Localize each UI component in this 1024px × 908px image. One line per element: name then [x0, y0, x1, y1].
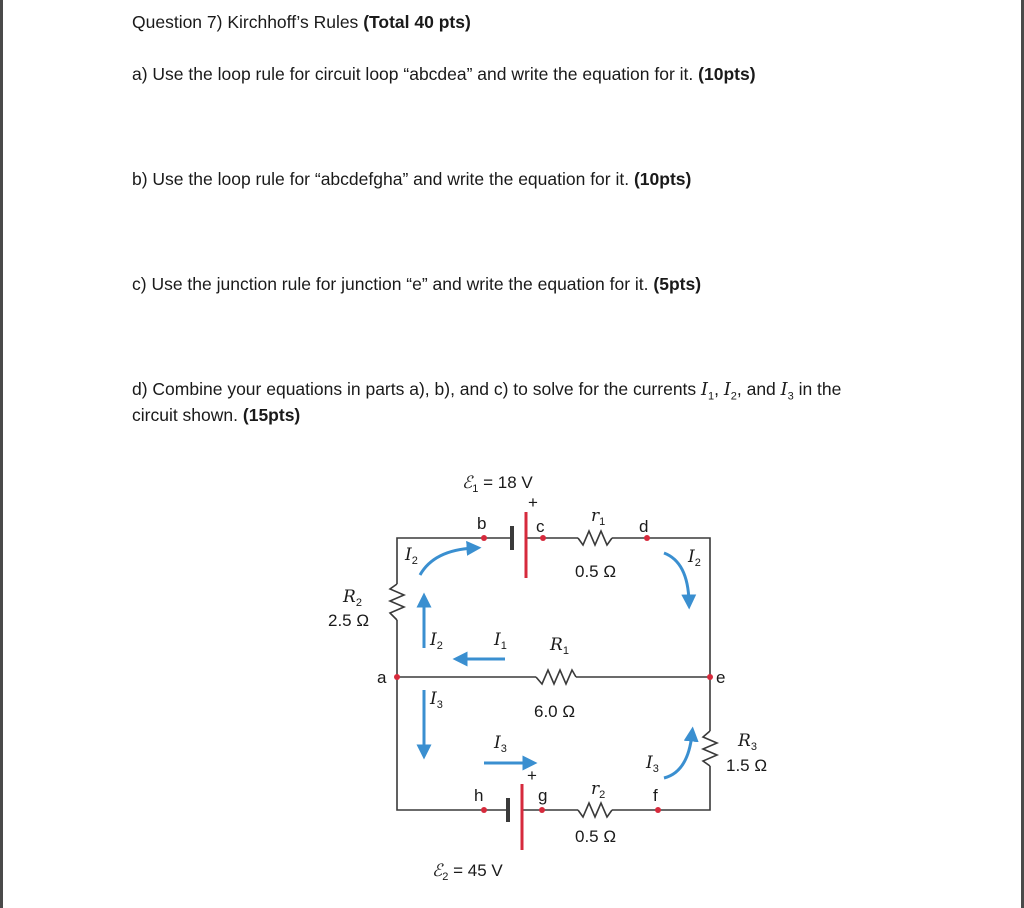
current-I1-var: I	[701, 380, 708, 400]
battery1-plus: +	[528, 493, 538, 512]
node-f-dot	[655, 807, 661, 813]
node-f: f	[653, 786, 658, 805]
arrow-I3-right-up	[664, 734, 692, 778]
part-d-line2-text: circuit shown.	[132, 405, 239, 425]
r1-value: 0.5 Ω	[575, 562, 617, 581]
part-b-text: b) Use the loop rule for “abcdefgha” and write the equation for it.	[132, 169, 630, 189]
node-a: a	[377, 668, 387, 687]
node-b-dot	[481, 535, 487, 541]
part-a-text: a) Use the loop rule for circuit loop “abcdea” and write the equation for it.	[132, 64, 694, 84]
r2-label: $r_2$	[591, 779, 606, 801]
I2-label-top-right: $I_2$	[688, 547, 701, 569]
current-I1-sub: 1	[707, 390, 715, 403]
I1-label: $I_1$	[494, 630, 507, 652]
sep-2: , and	[736, 379, 781, 399]
part-b-points: (10pts)	[633, 169, 692, 189]
emf2-label: ℰ$_2$ = 45 V	[432, 861, 503, 883]
node-e-dot	[707, 674, 713, 680]
battery2-plus: +	[527, 766, 537, 785]
current-I2-sub: 2	[730, 390, 737, 403]
part-d-text-end: in the	[793, 379, 842, 399]
node-g: g	[538, 786, 548, 805]
resistor-R3	[703, 731, 717, 766]
I3-label-bottom: $I_3$	[494, 733, 507, 755]
R3-label: $R_3$	[738, 731, 757, 753]
current-I2-var: I	[723, 380, 731, 400]
I3-label-left: $I_3$	[430, 689, 443, 711]
r1-label: $r_1$	[591, 506, 606, 528]
current-I3-var: I	[780, 380, 788, 400]
R1-label: $R_1$	[550, 635, 569, 657]
node-d: d	[639, 517, 649, 536]
I3-label-right: $I_3$	[646, 753, 659, 775]
part-c-text: c) Use the junction rule for junction “e” and write the equation for it.	[132, 274, 649, 294]
question-title-text: Question 7) Kirchhoff’s Rules	[132, 12, 359, 32]
part-d-points: (15pts)	[242, 405, 301, 425]
arrow-I2-top-right	[664, 553, 689, 602]
r2-value: 0.5 Ω	[575, 827, 617, 846]
R2-label: $R_2$	[343, 587, 362, 609]
resistor-r2	[578, 803, 612, 817]
resistor-r1	[578, 531, 612, 545]
part-d-text: d) Combine your equations in parts a), b), and c) to solve for the currents	[132, 379, 702, 399]
wire-bottom-left	[397, 677, 508, 810]
I2-label-left: $I_2$	[430, 630, 443, 652]
node-h-dot	[481, 807, 487, 813]
node-e: e	[716, 668, 726, 687]
arrow-I2-top-left	[420, 548, 474, 575]
node-a-dot	[394, 674, 400, 680]
node-c: c	[536, 517, 545, 536]
R2-value: 2.5 Ω	[328, 611, 370, 630]
part-a-points: (10pts)	[698, 64, 756, 84]
node-h: h	[474, 786, 484, 805]
R3-value: 1.5 Ω	[726, 756, 768, 775]
emf1-label: ℰ$_1$ = 18 V	[462, 473, 533, 495]
sep-1: ,	[714, 379, 724, 399]
resistor-R2	[390, 584, 404, 620]
resistor-R1	[536, 670, 576, 684]
node-g-dot	[539, 807, 545, 813]
I2-label-top-left: $I_2$	[405, 545, 418, 567]
node-b: b	[477, 514, 487, 533]
question-total-points: (Total 40 pts)	[363, 12, 471, 32]
R1-value: 6.0 Ω	[534, 702, 576, 721]
current-I3-sub: 3	[787, 390, 794, 403]
part-c-points: (5pts)	[653, 274, 702, 294]
wire-bottom-right	[612, 766, 710, 810]
